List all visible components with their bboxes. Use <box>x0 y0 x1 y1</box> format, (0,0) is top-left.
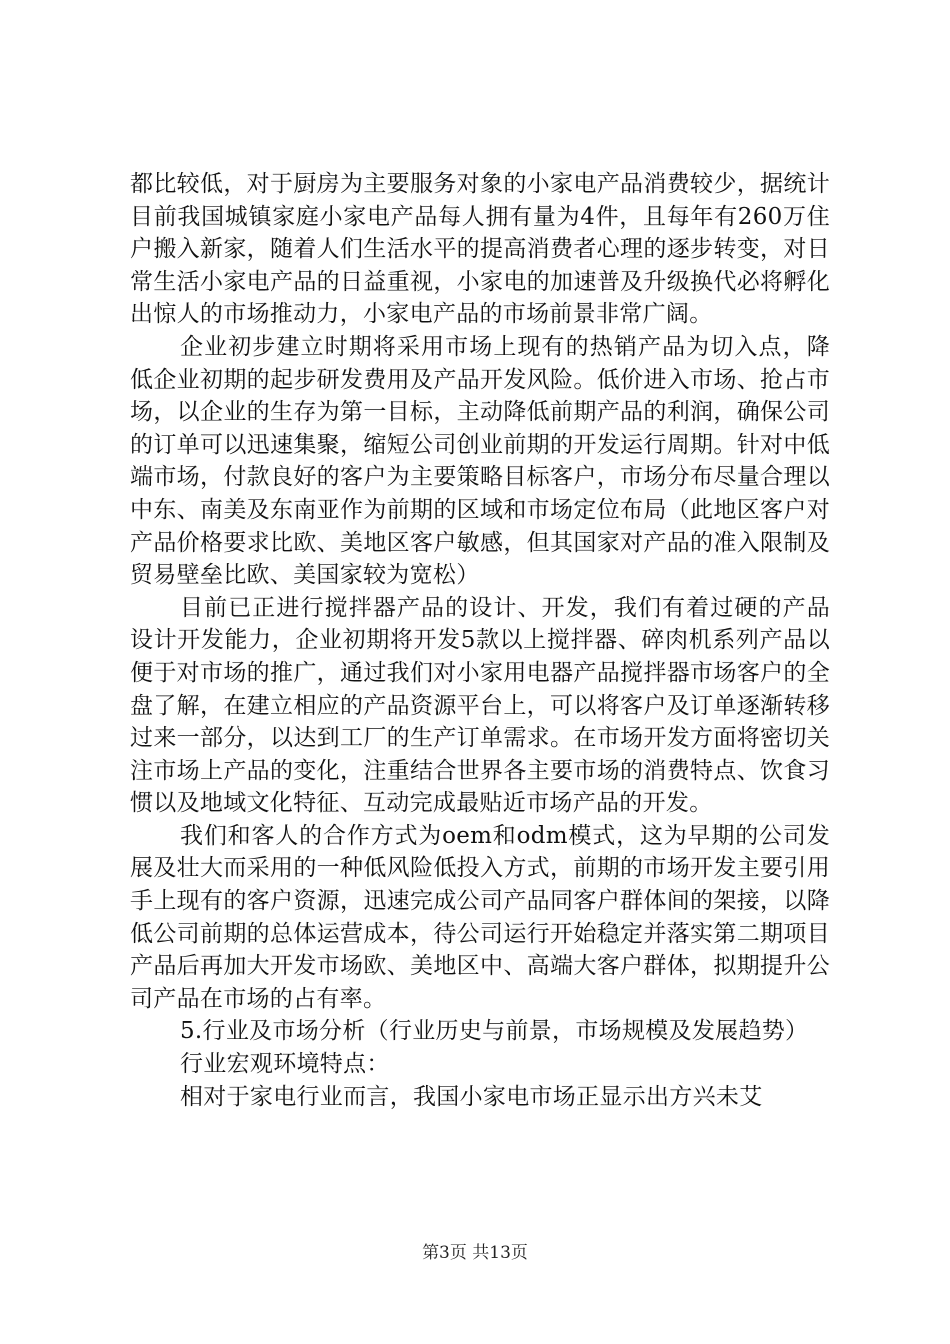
paragraph-7: 相对于家电行业而言，我国小家电市场正显示出方兴未艾 <box>180 1083 763 1110</box>
page-number-footer: 第3页 共13页 <box>422 1243 528 1263</box>
paragraph-2: 企业初步建立时期将采用市场上现有的热销产品为切入点，降低企业初期的起步研发费用及产品开发风险。低价进入市场、抢占市场，以企业的生存为第一目标，主动降低前期产品的利润，确保公司的订单可以迅速集聚，缩短公司创业前期的开发运行周期。针对中低端市场，付款良好的客户为主要策略目标客户，市场分布尽量合理以中东、南美及东南亚作为前期的区域和市场定位布局（此地区客户对产品价格要求比欧、美地区客户敏感，但其国家对产品的准入限制及贸易壁垒比欧、美国家较为宽松） <box>130 333 830 589</box>
paragraph-3: 目前已正进行搅拌器产品的设计、开发，我们有着过硬的产品设计开发能力，企业初期将开发5款以上搅拌器、碎肉机系列产品以便于对市场的推广，通过我们对小家用电器产品搅拌器市场客户的全盘了解，在建立相应的产品资源平台上，可以将客户及订单逐渐转移过来一部分，以达到工厂的生产订单需求。在市场开发方面将密切关注市场上产品的变化，注重结合世界各主要市场的消费特点、饮食习惯以及地域文化特征、互动完成最贴近市场产品的开发。 <box>130 594 830 817</box>
section-heading-5: 5.行业及市场分析（行业历史与前景，市场规模及发展趋势） <box>180 1018 809 1045</box>
subheading-macro-environment: 行业宏观环境特点： <box>180 1051 390 1078</box>
paragraph-1: 都比较低，对于厨房为主要服务对象的小家电产品消费较少，据统计目前我国城镇家庭小家电产品每人拥有量为4件，且每年有260万住户搬入新家，随着人们生活水平的提高消费者心理的逐步转变，对日常生活小家电产品的日益重视，小家电的加速普及升级换代必将孵化出惊人的市场推动力，小家电产品的市场前景非常广阔。 <box>130 171 830 328</box>
document-body <box>130 168 830 1113</box>
paragraph-4: 我们和客人的合作方式为oem和odm模式，这为早期的公司发展及壮大而采用的一种低风险低投入方式，前期的市场开发主要引用手上现有的客户资源，迅速完成公司产品同客户群体间的架接，以降低公司前期的总体运营成本，待公司运行开始稳定并落实第二期项目产品后再加大开发市场欧、美地区中、高端大客户群体，拟期提升公司产品在市场的占有率。 <box>130 822 830 1012</box>
